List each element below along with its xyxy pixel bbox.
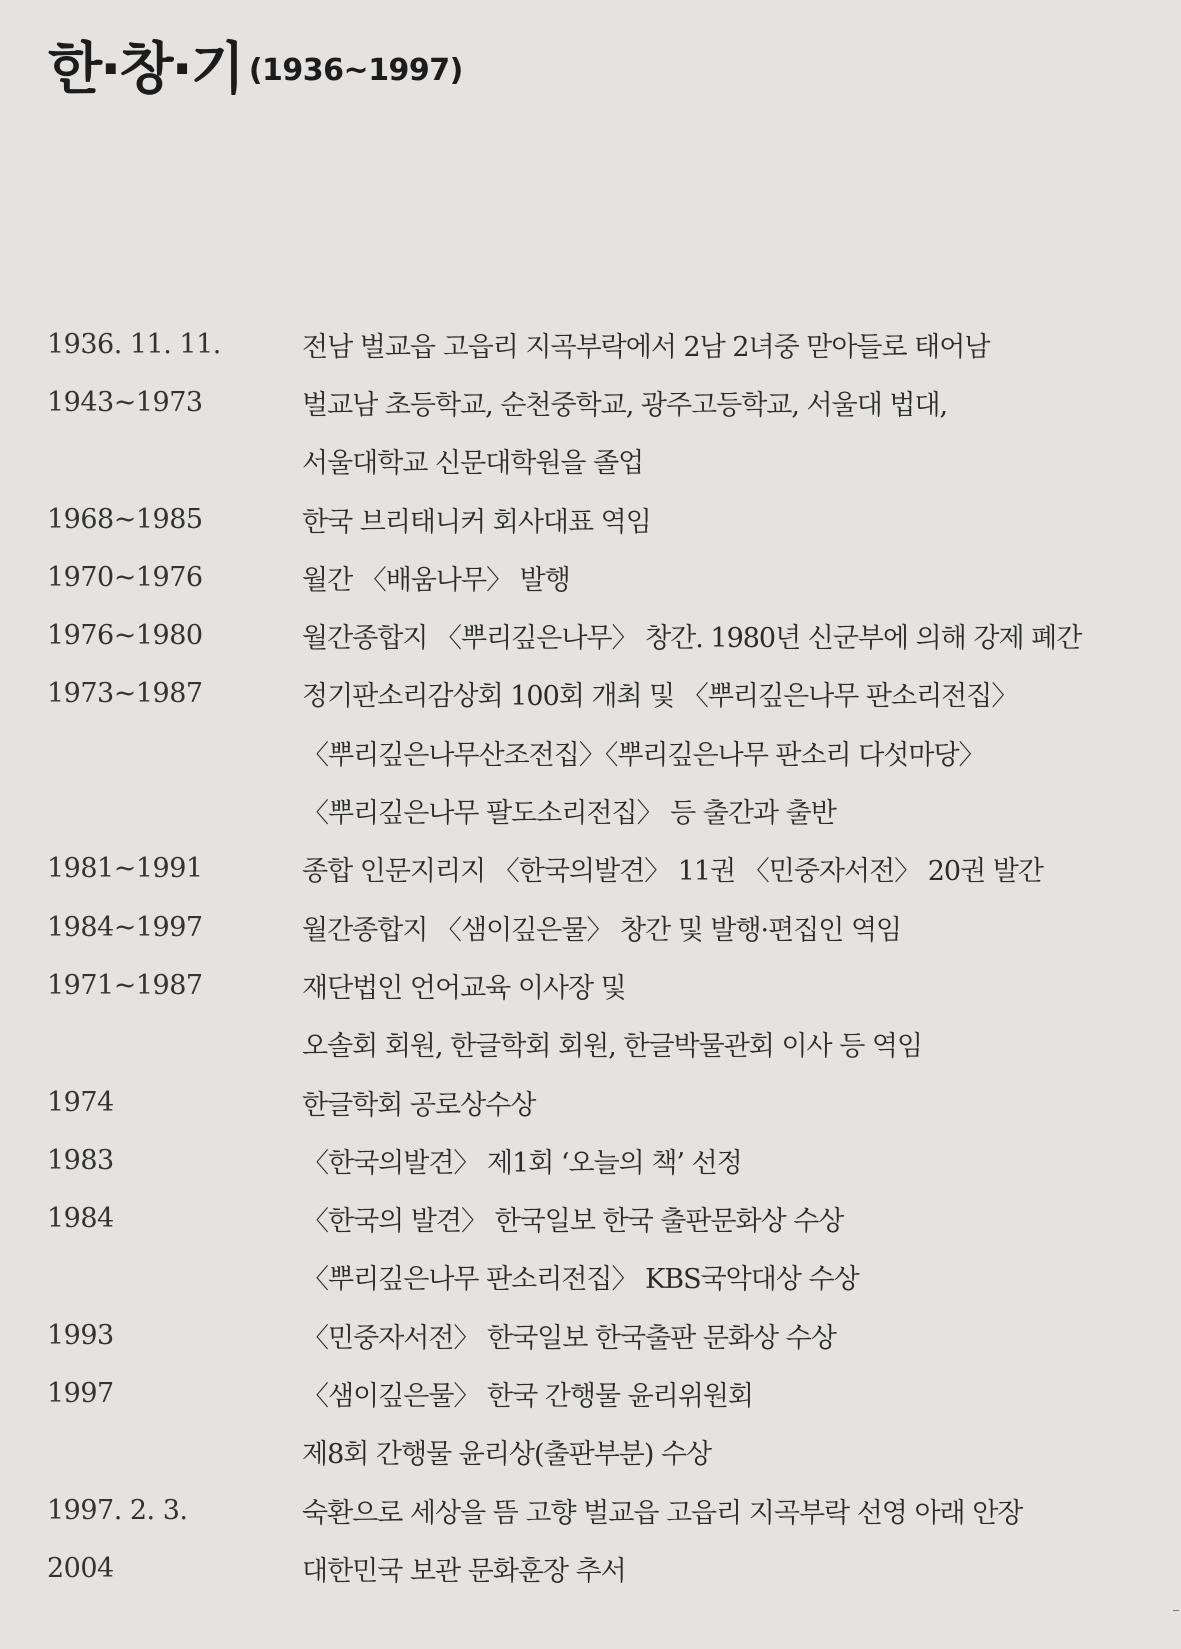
timeline-event: 월간종합지 〈뿌리깊은나무〉 창간. 1980년 신군부에 의해 강제 폐간: [302, 623, 1082, 655]
timeline-date: 1993: [47, 1319, 114, 1351]
timeline-row: [47, 1539, 1157, 1597]
timeline-event: 한글학회 공로상수상: [302, 1089, 536, 1121]
timeline-event: 정기판소리감상회 100회 개최 및 〈뿌리깊은나무 판소리전집〉: [302, 681, 1018, 713]
timeline-date: 1983: [47, 1144, 114, 1176]
timeline-event: 오솔회 회원, 한글학회 회원, 한글박물관회 이사 등 역임: [302, 1031, 923, 1063]
timeline-event: 종합 인문지리지 〈한국의발견〉 11권 〈민중자서전〉 20권 발간: [302, 856, 1043, 888]
timeline-event: 서울대학교 신문대학원을 졸업: [302, 448, 644, 480]
timeline-row: [47, 490, 1157, 548]
timeline-event: 제8회 간행물 윤리상(출판부분) 수상: [302, 1439, 712, 1471]
timeline-event: 월간 〈배움나무〉 발행: [302, 564, 570, 596]
timeline-event: 숙환으로 세상을 뜸 고향 벌교읍 고읍리 지곡부락 선영 아래 안장: [302, 1497, 1023, 1529]
timeline-event: 재단법인 언어교육 이사장 및: [302, 972, 626, 1004]
timeline-row: [47, 840, 1157, 898]
timeline-row: [47, 665, 1157, 723]
timeline-date: 1981~1991: [47, 853, 203, 885]
timeline-event: 〈뿌리깊은나무 팔도소리전집〉 등 출간과 출반: [302, 798, 836, 830]
timeline-event: 전남 벌교읍 고읍리 지곡부락에서 2남 2녀중 맏아들로 태어남: [302, 331, 990, 363]
timeline-date: 1974: [47, 1086, 114, 1118]
timeline-row: [47, 315, 1157, 373]
timeline-date: 1943~1973: [47, 386, 203, 418]
timeline-date: 1973~1987: [47, 678, 203, 710]
timeline-row: [47, 723, 1157, 781]
timeline-row: [47, 1248, 1157, 1306]
timeline-row: [47, 1189, 1157, 1247]
timeline-date: 1976~1980: [47, 620, 203, 652]
timeline-row: [47, 373, 1157, 431]
timeline-date: 1997. 2. 3.: [47, 1494, 188, 1526]
page-header: [48, 37, 463, 102]
timeline-date: 1984~1997: [47, 911, 203, 943]
timeline-event: 〈뿌리깊은나무산조전집〉〈뿌리깊은나무 판소리 다섯마당〉: [302, 739, 985, 771]
timeline-date: 1936. 11. 11.: [47, 328, 221, 360]
timeline-row: [47, 1423, 1157, 1481]
timeline-date: 1984: [47, 1203, 114, 1235]
timeline-date: 2004: [47, 1552, 114, 1584]
timeline-row: [47, 956, 1157, 1014]
timeline-event: 대한민국 보관 문화훈장 추서: [302, 1555, 626, 1587]
timeline-row: [47, 898, 1157, 956]
timeline-row: [47, 606, 1157, 664]
timeline-date: 1997: [47, 1377, 114, 1409]
edge-tick-mark: [1173, 1610, 1179, 1611]
timeline-event: 〈민중자서전〉 한국일보 한국출판 문화상 수상: [302, 1322, 836, 1354]
timeline: [47, 315, 1157, 1598]
timeline-date: 1971~1987: [47, 969, 203, 1001]
timeline-event: 〈샘이깊은물〉 한국 간행물 윤리위원회: [302, 1380, 753, 1412]
timeline-row: [47, 781, 1157, 839]
timeline-event: 〈뿌리깊은나무 판소리전집〉 KBS국악대상 수상: [302, 1264, 859, 1296]
timeline-row: [47, 1073, 1157, 1131]
timeline-event: 〈한국의 발견〉 한국일보 한국 출판문화상 수상: [302, 1206, 844, 1238]
timeline-row: [47, 432, 1157, 490]
timeline-event: 한국 브리태니커 회사대표 역임: [302, 506, 651, 538]
timeline-event: 벌교남 초등학교, 순천중학교, 광주고등학교, 서울대 법대,: [302, 389, 948, 421]
timeline-row: [47, 548, 1157, 606]
life-years: (1936~1997): [248, 53, 463, 88]
timeline-row: [47, 1481, 1157, 1539]
page-title: 한·창·기: [48, 37, 243, 102]
timeline-row: [47, 1015, 1157, 1073]
timeline-event: 월간종합지 〈샘이깊은물〉 창간 및 발행·편집인 역임: [302, 914, 902, 946]
timeline-event: 〈한국의발견〉 제1회 ‘오늘의 책’ 선정: [302, 1147, 742, 1179]
timeline-date: 1970~1976: [47, 561, 203, 593]
timeline-row: [47, 1364, 1157, 1422]
timeline-row: [47, 1131, 1157, 1189]
timeline-row: [47, 1306, 1157, 1364]
timeline-date: 1968~1985: [47, 503, 203, 535]
